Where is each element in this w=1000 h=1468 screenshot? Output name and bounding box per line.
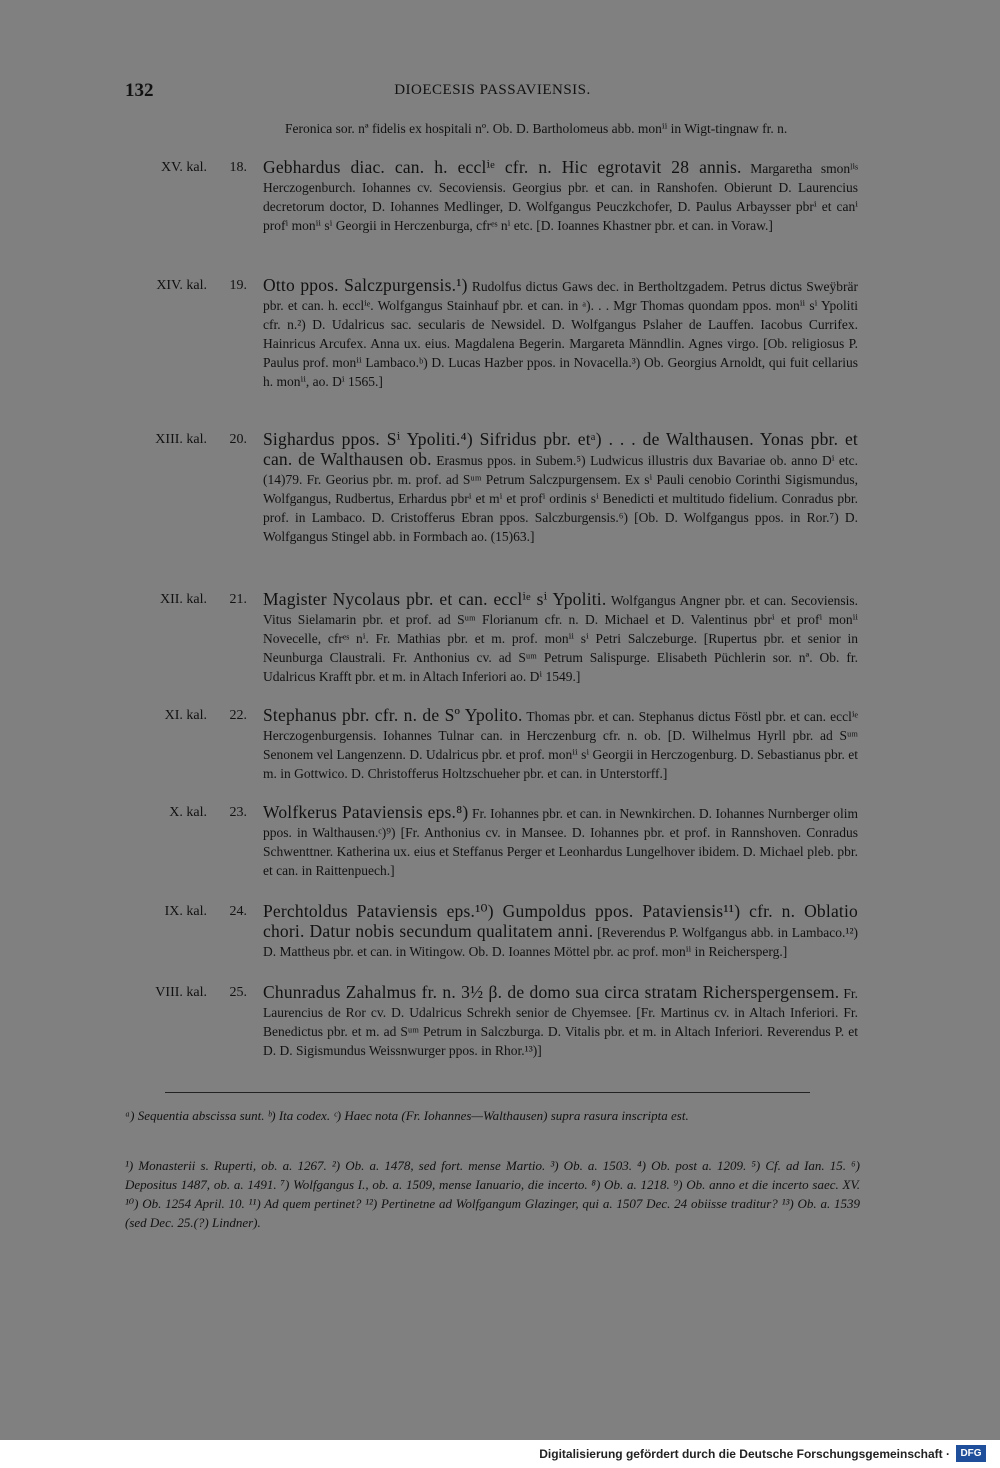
entry-body: [Reverendus P. Wolfgangus abb. in Lambaco.¹²) D. Mattheus pbr. et can. in Witingow. Ob. D. Ioannes Möttel pbr. ac prof. monⁱⁱ in Reichersperg.] [263, 925, 858, 959]
entry-text [263, 706, 858, 783]
entry-text [263, 803, 858, 880]
entry-text [263, 983, 858, 1060]
entry-day: 25. [229, 985, 247, 1000]
entry-body: Fr. Laurencius de Ror cv. D. Udalricus Schrekh senior de Chyemsee. [Fr. Martinus cv. in Altach Inferiori. Fr. Benedictus pbr. et m. ad Sᵘᵐ Petrum in Salczburga. D. Vitalis pbr. et m. in Altach Inferiori. Reverendus P. et D. D. Sigismundus Weissnwurger ppos. in Rhor.¹³)] [263, 986, 859, 1058]
entry-text [263, 902, 858, 961]
digitization-footer [0, 1440, 1000, 1468]
entry-lead: Gebhardus diac. can. h. ecclⁱᵉ cfr. n. Hic egrotavit 28 annis. [263, 157, 742, 177]
entry-date: VIII. kal. [155, 985, 207, 1000]
funding-credit: Digitalisierung gefördert durch die Deutsche Forschungsgemeinschaft · [539, 1447, 950, 1461]
entry-text [263, 430, 858, 546]
page-header [125, 80, 860, 104]
entry-day: 20. [229, 432, 247, 447]
entry-lead: Otto ppos. Salczpurgensis.¹) [263, 275, 468, 295]
entry-lead: Stephanus pbr. cfr. n. de Sº Ypolito. [263, 705, 523, 725]
entry-lead: Magister Nycolaus pbr. et can. ecclⁱᵉ sⁱ Ypoliti. [263, 589, 607, 609]
entry-date: XI. kal. [164, 708, 207, 723]
dfg-logo: DFG [956, 1445, 986, 1462]
entry-text [263, 276, 858, 391]
page-number: 132 [125, 80, 154, 101]
entry-day: 23. [229, 805, 247, 820]
entry-date: XIII. kal. [155, 432, 207, 447]
entry-day: 22. [229, 708, 247, 723]
entry-date: X. kal. [169, 805, 207, 820]
entry-date: XIV. kal. [156, 278, 207, 293]
entry-day: 19. [229, 278, 247, 293]
entry-body: Erasmus ppos. in Subem.⁵) Ludwicus illustris dux Bavariae ob. anno Dⁱ etc. (14)79. Fr. Georius pbr. m. prof. ad Sᵘᵐ Petrum Salczpurgensem. Ex sⁱ Pauli cenobio Corinthi Sigismundus, Wolfgangus, Rudbertus, Erhardus pbrⁱ et mⁱ et profⁱ ordinis sⁱ Benedicti et multitudo fidelium. Conradus pbr. prof. in Lambaco. D. Cristofferus Ebran ppos. Salczburgensis.⁶) [Ob. D. Wolfgangus ppos. in Ror.⁷) D. Wolfgangus Stingel abb. in Formbach ao. (15)63.] [263, 453, 859, 544]
entry-body: Thomas pbr. et can. Stephanus dictus Föstl pbr. et can. ecclⁱᵉ Herczogenburgensis. Iohannes Tulnar can. in Herczenburg cfr. n. ob. [D. Wilhelmus Hyrll pbr. ad Sᵘᵐ Senonem vel Langenzenn. D. Udalricus pbr. et prof. monⁱⁱ sⁱ Georgii in Herczogenburg. D. Sebastianus pbr. et m. in Gottwico. D. Christofferus Holtzschueher pbr. et can. in Unterstorff.] [263, 709, 858, 781]
entry-body: Fr. Iohannes pbr. et can. in Newnkirchen. D. Iohannes Nurnberger olim ppos. in Walthausen.ᶜ)⁹) [Fr. Anthonius cv. in Mansee. D. Iohannes pbr. et prof. in Rannshoven. Conradus Schwenttner. Katherina ux. eius et Steffanus Perger et Leonhardus Lungelhover ibidem. D. Michael pleb. pbr. et can. in Raittenpuech.] [263, 806, 859, 878]
entry-day: 18. [229, 160, 247, 175]
entry-lead: Wolfkerus Pataviensis eps.⁸) [263, 802, 469, 822]
entry-date: XII. kal. [159, 592, 207, 607]
footnote-divider [165, 1092, 810, 1093]
continuation-text: Feronica sor. nª fidelis ex hospitali nº. Ob. D. Bartholomeus abb. monⁱⁱ in Wigt-tingnaw fr. n. [285, 121, 788, 136]
entry-text [263, 590, 858, 686]
entry-body: Wolfgangus Angner pbr. et can. Secoviensis. Vitus Sielamarin pbr. et prof. ad Sᵘᵐ Florianum cfr. n. D. Michael et D. Valentinus pbrⁱ et profⁱ monⁱⁱ Novecelle, cfrᵉˢ nⁱ. Fr. Mathias pbr. et m. prof. monⁱⁱ sⁱ Petri Salczeburge. [Rupertus pbr. et senior in Neunburga Claustrali. Fr. Anthonius cv. ad Sᵘᵐ Petrum Salispurge. Elisabeth Püchlerin sor. nª. Ob. fr. Udalricus Krafft pbr. et m. in Altach Inferiori ao. Dⁱ 1549.] [263, 593, 858, 684]
footnotes-critical: ᵃ) Sequentia abscissa sunt. ᵇ) Ita codex. ᶜ) Haec nota (Fr. Iohannes—Walthausen) supra rasura inscripta est. [125, 1108, 689, 1123]
entry-lead: Sighardus ppos. Sⁱ Ypoliti.⁴) Sifridus pbr. etᵃ) . . . de Walthausen. Yonas pbr. et can. de Walthausen ob. [263, 429, 858, 469]
entry-body: Rudolfus dictus Gaws dec. in Bertholtzgadem. Petrus dictus Sweÿbrär pbr. et can. h. ecclⁱᵉ. Wolfgangus Stainhauf pbr. et can. in ᵃ). . . Mgr Thomas quondam ppos. monⁱⁱ sⁱ Ypoliti cfr. n.²) D. Udalricus sac. secularis de Newsidel. D. Wolfgangus Pslaher de Lauffen. Iacobus Currifex. Hainricus Arcufex. Anna ux. eius. Magdalena Begerin. Margareta Männdlin. Agnes virgo. [Ob. religiosus P. Paulus prof. monⁱⁱ Lambaco.ᵇ) D. Lucas Hazber ppos. in Novacella.³) Ob. Georgius Arnoldt, qui fuit cellarius h. monⁱⁱ, ao. Dⁱ 1565.] [263, 279, 859, 389]
entry-day: 21. [229, 592, 247, 607]
entry-date: XV. kal. [160, 160, 207, 175]
entry-day: 24. [229, 904, 247, 919]
entry-text [263, 158, 858, 235]
entry-lead: Chunradus Zahalmus fr. n. 3½ β. de domo sua circa stratam Richerspergensem. [263, 982, 840, 1002]
footnotes-historical: ¹) Monasterii s. Ruperti, ob. a. 1267. ²) Ob. a. 1478, sed fort. mense Martio. ³) Ob. a. 1503. ⁴) Ob. post a. 1209. ⁵) Cf. ad Ian. 15. ⁶) Depositus 1487, ob. a. 1491. ⁷) Wolfgangus I., ob. a. 1509, mense Ianuario, die incerto. ⁸) Ob. a. 1218. ⁹) Ob. anno et die incerto saec. XV. ¹⁰) Ob. 1254 April. 10. ¹¹) Ad quem pertinet? ¹²) Pertinetne ad Wolfgangum Glazinger, qui a. 1507 Dec. 24 obiisse traditur? ¹³) Ob. a. 1539 (sed Dec. 25.(?) Lindner). [125, 1158, 860, 1230]
running-title: DIOECESIS PASSAVIENSIS. [394, 82, 591, 98]
entry-body: Margaretha smonˡⁱˢ Herczogenburch. Iohannes cv. Secoviensis. Georgius pbr. et can. in Ranshofen. Obierunt D. Laurencius decretorum doctor, D. Iohannes Medlinger, D. Wolfgangus Peuczkchofer, D. Paulus Arbaysser pbrⁱ et canⁱ profⁱ monⁱⁱ sⁱ Georgii in Herczenburga, cfrᵉˢ nⁱ etc. [D. Ioannes Khastner pbr. et can. in Voraw.] [263, 161, 858, 233]
entry-lead: Perchtoldus Pataviensis eps.¹⁰) Gumpoldus ppos. Pataviensis¹¹) cfr. n. Oblatio chori. Datur nobis secundum qualitatem anni. [263, 901, 858, 941]
entry-date: IX. kal. [164, 904, 207, 919]
